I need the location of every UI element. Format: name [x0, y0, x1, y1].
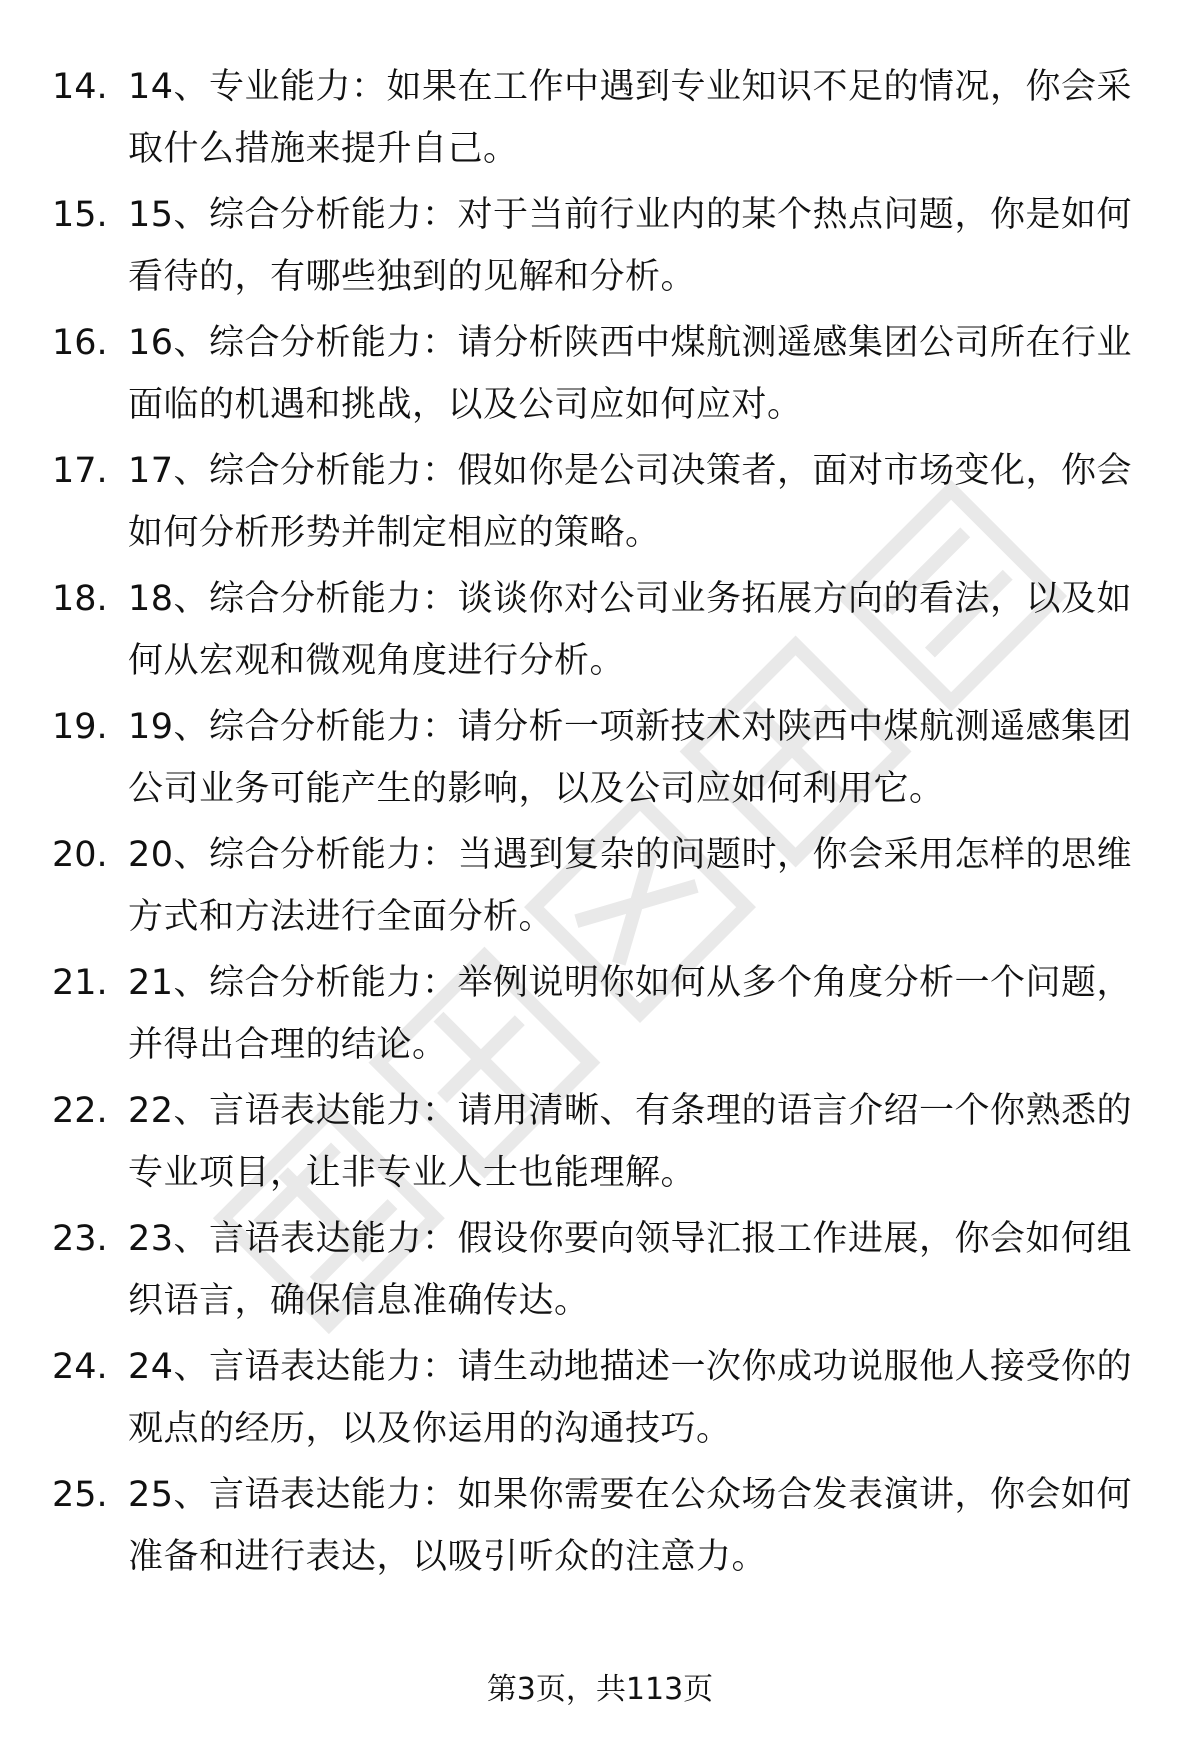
- list-item: [0, 1336, 1200, 1464]
- list-item: [0, 440, 1200, 568]
- list-item: [0, 1080, 1200, 1208]
- list-item: [0, 56, 1200, 184]
- question-list: [0, 56, 1200, 1592]
- item-text: 17、综合分析能力：假如你是公司决策者，面对市场变化，你会如何分析形势并制定相应的策略。: [128, 451, 1133, 553]
- item-number: 21.: [52, 963, 108, 1003]
- item-text: 24、言语表达能力：请生动地描述一次你成功说服他人接受你的观点的经历，以及你运用的沟通技巧。: [128, 1347, 1133, 1449]
- list-item: [0, 952, 1200, 1080]
- list-item: [0, 1464, 1200, 1592]
- item-number: 24.: [52, 1347, 108, 1387]
- item-number: 22.: [52, 1091, 108, 1131]
- item-text: 23、言语表达能力：假设你要向领导汇报工作进展，你会如何组织语言，确保信息准确传达。: [128, 1219, 1133, 1321]
- item-number: 25.: [52, 1475, 108, 1515]
- list-item: [0, 696, 1200, 824]
- item-number: 23.: [52, 1219, 108, 1259]
- item-text: 22、言语表达能力：请用清晰、有条理的语言介绍一个你熟悉的专业项目，让非专业人士也能理解。: [128, 1091, 1133, 1193]
- item-number: 15.: [52, 195, 108, 235]
- item-text: 14、专业能力：如果在工作中遇到专业知识不足的情况，你会采取什么措施来提升自己。: [128, 67, 1133, 169]
- list-item: [0, 1208, 1200, 1336]
- list-item: [0, 312, 1200, 440]
- item-text: 25、言语表达能力：如果你需要在公众场合发表演讲，你会如何准备和进行表达，以吸引听众的注意力。: [128, 1475, 1133, 1577]
- item-text: 21、综合分析能力：举例说明你如何从多个角度分析一个问题，并得出合理的结论。: [128, 963, 1133, 1065]
- list-item: [0, 568, 1200, 696]
- list-item: [0, 824, 1200, 952]
- item-number: 19.: [52, 707, 108, 747]
- item-text: 15、综合分析能力：对于当前行业内的某个热点问题，你是如何看待的，有哪些独到的见解和分析。: [128, 195, 1133, 297]
- page-footer: 第3页，共113页: [486, 1672, 714, 1707]
- item-text: 16、综合分析能力：请分析陕西中煤航测遥感集团公司所在行业面临的机遇和挑战，以及公司应如何应对。: [128, 323, 1133, 425]
- item-number: 16.: [52, 323, 108, 363]
- item-text: 18、综合分析能力：谈谈你对公司业务拓展方向的看法，以及如何从宏观和微观角度进行分析。: [128, 579, 1133, 681]
- item-number: 17.: [52, 451, 108, 491]
- item-number: 18.: [52, 579, 108, 619]
- item-text: 19、综合分析能力：请分析一项新技术对陕西中煤航测遥感集团公司业务可能产生的影响，以及公司应如何利用它。: [128, 707, 1133, 809]
- item-number: 14.: [52, 67, 108, 107]
- list-item: [0, 184, 1200, 312]
- item-number: 20.: [52, 835, 108, 875]
- item-text: 20、综合分析能力：当遇到复杂的问题时，你会采用怎样的思维方式和方法进行全面分析。: [128, 835, 1133, 937]
